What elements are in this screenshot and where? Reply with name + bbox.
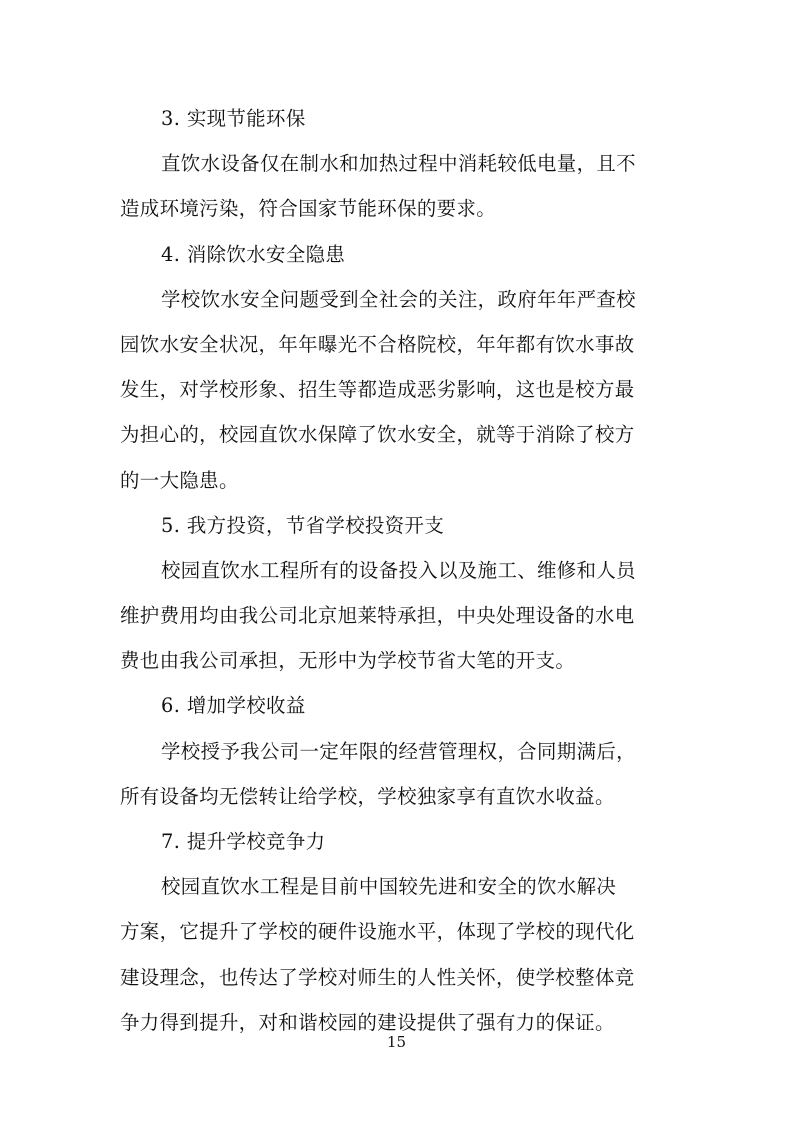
paragraph-line: 所有设备均无偿转让给学校，学校独家享有直饮水收益。: [120, 784, 615, 808]
paragraph-line: 校园直饮水工程是目前中国较先进和安全的饮水解决: [161, 875, 617, 899]
paragraph-line: 维护费用均由我公司北京旭莱特承担，中央处理设备的水电: [120, 604, 635, 628]
paragraph-line: 争力得到提升，对和谐校园的建设提供了强有力的保证。: [120, 1010, 615, 1034]
paragraph-line: 学校饮水安全问题受到全社会的关注，政府年年严查校: [161, 287, 636, 311]
section-heading: 5. 我方投资，节省学校投资开支: [161, 513, 445, 537]
paragraph-line: 直饮水设备仅在制水和加热过程中消耗较低电量，且不: [161, 152, 636, 176]
section-heading: 7. 提升学校竞争力: [161, 830, 326, 853]
paragraph-line: 费也由我公司承担，无形中为学校节省大笔的开支。: [120, 649, 576, 673]
paragraph-line: 为担心的，校园直饮水保障了饮水安全，就等于消除了校方: [120, 423, 635, 447]
section-heading: 6. 增加学校收益: [161, 694, 306, 718]
section-heading: 3. 实现节能环保: [161, 107, 306, 130]
paragraph-line: 校园直饮水工程所有的设备投入以及施工、维修和人员: [161, 558, 636, 582]
paragraph-line: 的一大隐患。: [120, 468, 239, 492]
document-body: [120, 96, 680, 1045]
page-number: 15: [386, 1033, 407, 1051]
paragraph-line: 造成环境污染，符合国家节能环保的要求。: [120, 197, 497, 221]
section-heading: 4. 消除饮水安全隐患: [161, 242, 346, 266]
paragraph-line: 方案，它提升了学校的硬件设施水平，体现了学校的现代化: [120, 920, 635, 944]
paragraph-line: 园饮水安全状况，年年曝光不合格院校，年年都有饮水事故: [120, 332, 635, 356]
paragraph-line: 建设理念，也传达了学校对师生的人性关怀，使学校整体竞: [120, 965, 635, 989]
paragraph-line: 学校授予我公司一定年限的经营管理权，合同期满后，: [161, 739, 636, 763]
paragraph-line: 发生，对学校形象、招生等都造成恶劣影响，这也是校方最: [120, 378, 635, 402]
